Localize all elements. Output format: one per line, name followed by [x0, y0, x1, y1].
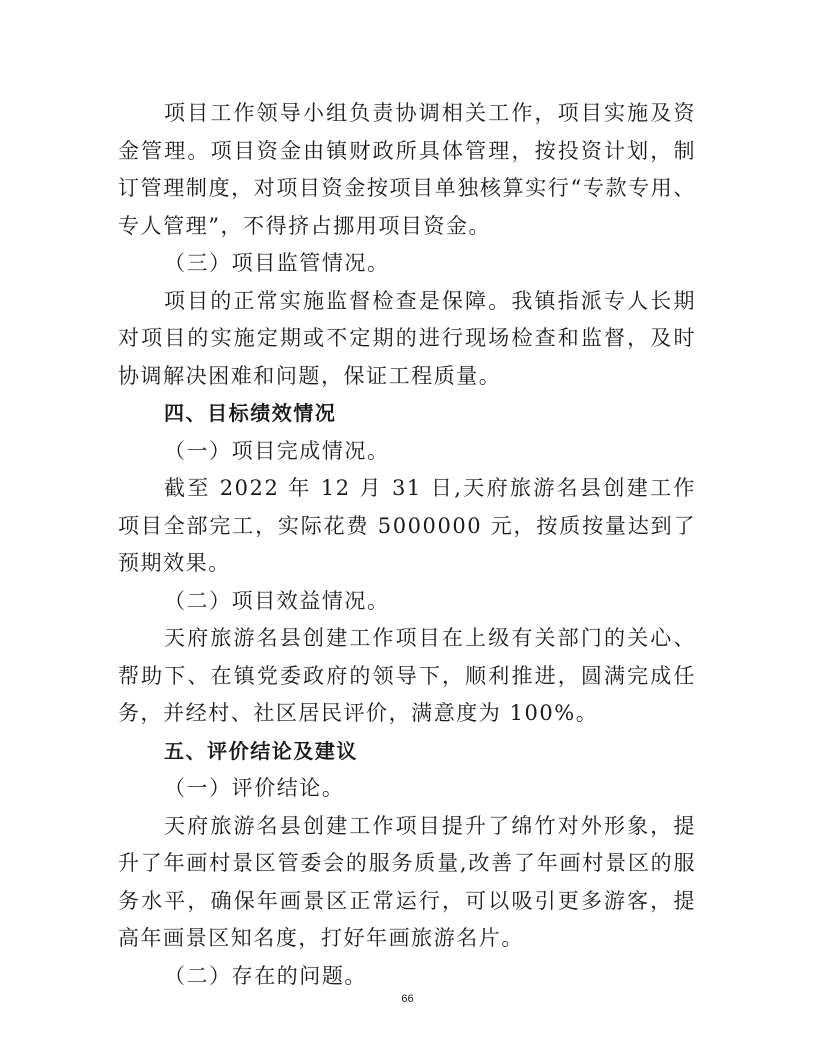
paragraph-completion: 截至 2022 年 12 月 31 日,天府旅游名县创建工作项目全部完工，实际花费 5000000 元，按质按量达到了预期效果。: [118, 476, 696, 575]
paragraph-benefits: 天府旅游名县创建工作项目在上级有关部门的关心、帮助下、在镇党委政府的领导下，顺利推进，圆满完成任务，并经村、社区居民评价，满意度为 100%。: [118, 626, 696, 725]
page-body: [118, 95, 696, 995]
subheading-evaluation-conclusion: （一）评价结论。: [164, 776, 345, 800]
subheading-supervision: （三）项目监管情况。: [164, 251, 390, 275]
paragraph-evaluation-conclusion: 天府旅游名县创建工作项目提升了绵竹对外形象，提升了年画村景区管委会的服务质量,改善了年画村景区的服务水平，确保年画景区正常运行，可以吸引更多游客，提高年画景区知名度，打好年画旅游名片。: [118, 813, 696, 950]
subheading-completion: （一）项目完成情况。: [164, 438, 390, 463]
paragraph-supervision: 项目的正常实施监督检查是保障。我镇指派专人长期对项目的实施定期或不定期的进行现场检查和监督，及时协调解决困难和问题，保证工程质量。: [118, 288, 696, 388]
heading-conclusions: 五、评价结论及建议: [164, 738, 358, 763]
heading-performance: 四、目标绩效情况: [164, 401, 337, 425]
subheading-benefits: （二）项目效益情况。: [164, 588, 390, 613]
paragraph-fund-management: 项目工作领导小组负责协调相关工作，项目实施及资金管理。项目资金由镇财政所具体管理，按投资计划，制订管理制度，对项目资金按项目单独核算实行“专款专用、专人管理”，不得挤占挪用项目资金。: [118, 101, 696, 238]
subheading-existing-problems: （二）存在的问题。: [164, 963, 367, 988]
page-number: 66: [401, 993, 414, 1005]
